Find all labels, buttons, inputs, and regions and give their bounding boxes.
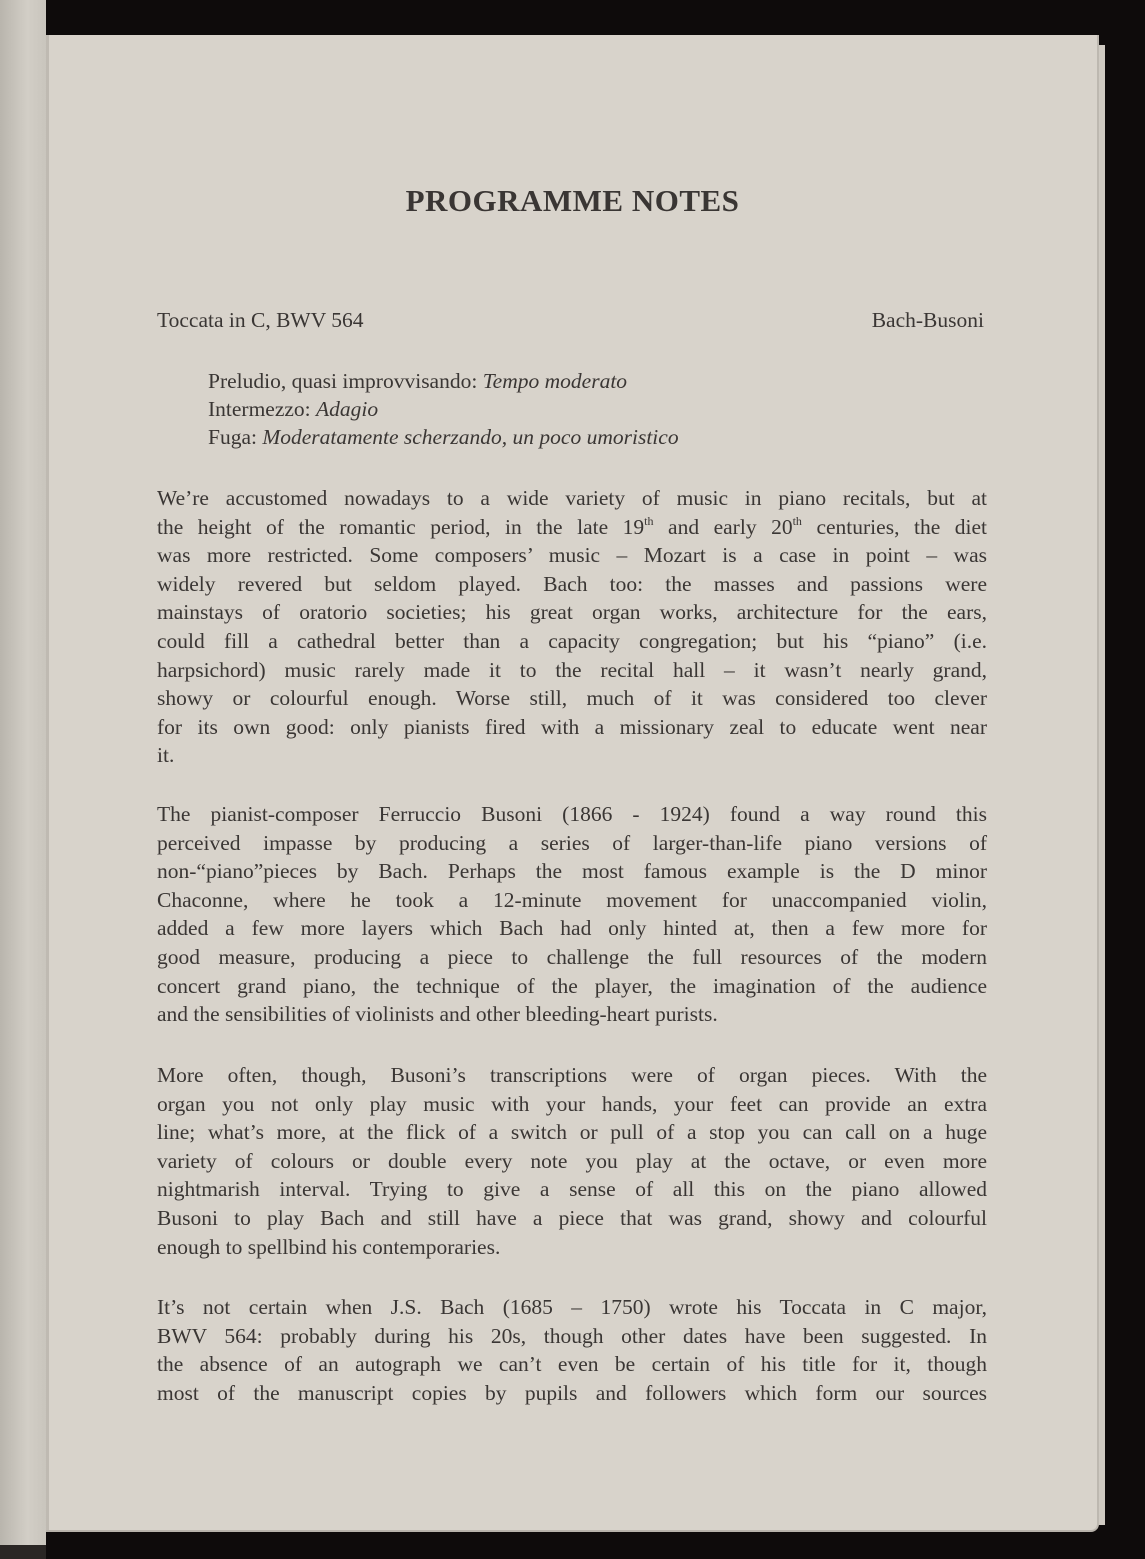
text-line: The pianist-composer Ferruccio Busoni (1866 - 1924) found a way round this <box>157 802 987 826</box>
text-line: it. <box>157 743 175 768</box>
text-line: Busoni to play Bach and still have a piece that was grand, showy and colourful <box>157 1205 987 1230</box>
paragraph-2 <box>157 800 987 1029</box>
gutter-line <box>46 35 49 1530</box>
movement-tempo: Adagio <box>316 397 379 421</box>
text-line: variety of colours or double every note you play at the octave, or even more <box>157 1148 987 1173</box>
text-line: More often, though, Busoni’s transcriptions were of organ pieces. With the <box>157 1063 987 1087</box>
text-fragment: and early 20 <box>653 514 793 539</box>
text-line <box>157 513 987 542</box>
text-fragment: centuries, the diet <box>801 514 987 539</box>
text-line: It’s not certain when J.S. Bach (1685 – 1750) wrote his Toccata in C major, <box>157 1295 987 1319</box>
superscript: th <box>792 513 802 528</box>
text-line: BWV 564: probably during his 20s, though other dates have been suggested. In <box>157 1323 987 1348</box>
text-line: most of the manuscript copies by pupils and followers which form our sources <box>157 1380 987 1405</box>
movement-list <box>208 367 679 451</box>
text-line: showy or colourful enough. Worse still, much of it was considered too clever <box>157 686 987 711</box>
movement-tempo: Tempo moderato <box>482 369 628 393</box>
paragraph-1 <box>157 484 987 770</box>
text-line: mainstays of oratorio societies; his great organ works, architecture for the ears, <box>157 600 987 625</box>
movement-tempo: Moderatamente scherzando, un poco umoristico <box>262 425 679 449</box>
text-line: concert grand piano, the technique of the player, the imagination of the audience <box>157 973 987 998</box>
movement-label: Intermezzo: <box>208 397 317 421</box>
text-line: enough to spellbind his contemporaries. <box>157 1234 501 1259</box>
text-line: and the sensibilities of violinists and other bleeding-heart purists. <box>157 1002 718 1027</box>
text-line: We’re accustomed nowadays to a wide variety of music in piano recitals, but at <box>157 486 987 510</box>
paragraph-3 <box>157 1061 987 1261</box>
text-line: perceived impasse by producing a series of larger-than-life piano versions of <box>157 830 987 855</box>
spine-shadow <box>0 1545 46 1559</box>
text-line: was more restricted. Some composers’ music – Mozart is a case in point – was <box>157 543 987 568</box>
page-title: PROGRAMME NOTES <box>405 183 740 218</box>
movement-item <box>208 367 679 395</box>
movement-label: Fuga: <box>208 425 263 449</box>
movement-item <box>208 395 679 423</box>
text-line: the absence of an autograph we can’t even be certain of his title for it, though <box>157 1352 987 1377</box>
text-line: for its own good: only pianists fired with a missionary zeal to educate went near <box>157 714 987 739</box>
text-line: Chaconne, where he took a 12-minute movement for unaccompanied violin, <box>157 887 987 912</box>
text-fragment: the height of the romantic period, in the late 19 <box>157 514 645 539</box>
text-line: harpsichord) music rarely made it to the recital hall – it wasn’t nearly grand, <box>157 657 987 682</box>
facing-page-edge <box>0 0 46 1559</box>
text-line: added a few more layers which Bach had only hinted at, then a few more for <box>157 916 987 941</box>
text-line: could fill a cathedral better than a capacity congregation; but his “piano” (i.e. <box>157 628 987 653</box>
text-line: widely revered but seldom played. Bach too: the masses and passions were <box>157 571 987 596</box>
piece-heading <box>157 308 984 333</box>
text-line: nightmarish interval. Trying to give a sense of all this on the piano allowed <box>157 1177 987 1202</box>
movement-label: Preludio, quasi improvvisando: <box>208 369 483 393</box>
text-line: good measure, producing a piece to challenge the full resources of the modern <box>157 944 987 969</box>
movement-item <box>208 423 679 451</box>
piece-name: Toccata in C, BWV 564 <box>157 308 364 332</box>
superscript: th <box>644 513 654 528</box>
paragraph-4 <box>157 1293 987 1407</box>
text-line: organ you not only play music with your hands, your feet can provide an extra <box>157 1091 987 1116</box>
text-line: line; what’s more, at the flick of a switch or pull of a stop you can call on a huge <box>157 1120 987 1145</box>
text-line: non-“piano”pieces by Bach. Perhaps the most famous example is the D minor <box>157 859 987 884</box>
piece-composer: Bach-Busoni <box>871 308 984 332</box>
